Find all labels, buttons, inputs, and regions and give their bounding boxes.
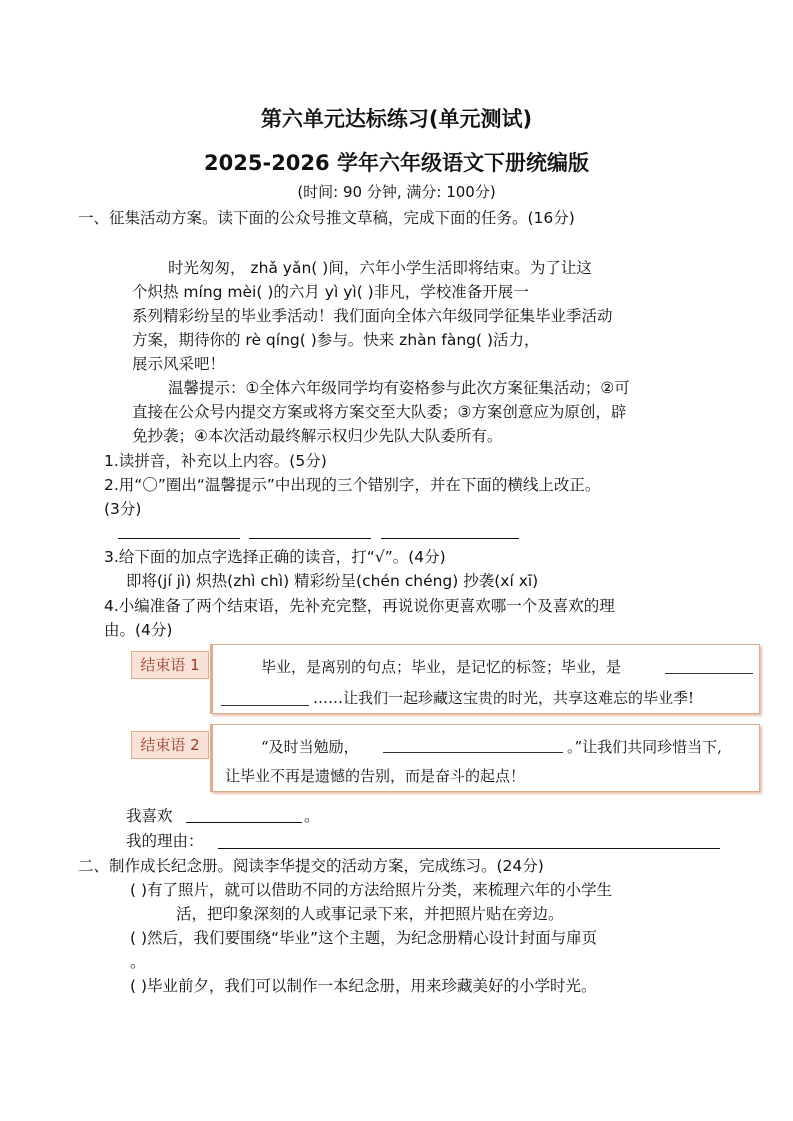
question-1: 1.读拼音，补充以上内容。(5分) <box>104 452 327 470</box>
answer-line-2[interactable] <box>249 538 371 539</box>
section-1-heading: 一、征集活动方案。读下面的公众号推文草稿，完成下面的任务。(16分) <box>78 209 575 227</box>
question-2-score: (3分) <box>104 500 142 518</box>
ending-1-blank-1[interactable] <box>665 673 753 674</box>
ending-2-tag: 结束语 2 <box>131 731 209 759</box>
like-answer-line[interactable] <box>186 822 302 823</box>
ending-2-box <box>210 724 760 792</box>
answer-line-1[interactable] <box>118 538 240 539</box>
passage-line: 方案，期待你的 rè qíng( )参与。快来 zhàn fàng( )活力， <box>132 331 540 349</box>
ending-2-line-1a: “及时当勉励， <box>261 738 359 756</box>
ending-1-line-1: 毕业，是离别的句点；毕业，是记忆的标签；毕业，是 <box>261 658 622 676</box>
ending-1-blank-2[interactable] <box>221 705 309 706</box>
question-4: 4.小编准备了两个结束语，先补充完整，再说说你更喜欢哪一个及喜欢的理 <box>104 597 615 615</box>
ending-2-line-2: 让毕业不再是遗憾的告别，而是奋斗的起点！ <box>225 767 526 785</box>
question-3-options[interactable]: 即将(jí jì) 炽热(zhì chì) 精彩纷呈(chén chéng) 抄袭(xí xī) <box>126 572 539 590</box>
order-item-1-cont: 活，把印象深刻的人或事记录下来，并把照片贴在旁边。 <box>176 905 564 923</box>
ending-1-line-2: ……让我们一起珍藏这宝贵的时光，共享这难忘的毕业季! <box>313 689 695 707</box>
reason-label: 我的理由： <box>126 832 204 850</box>
passage-line: 展示风采吧！ <box>132 355 226 373</box>
order-item-1[interactable]: ( )有了照片，就可以借助不同的方法给照片分类，来梳理六年的小学生 <box>130 881 613 899</box>
like-period: 。 <box>304 807 320 825</box>
ending-1-box <box>210 644 760 714</box>
order-item-2[interactable]: ( )然后，我们要围绕“毕业”这个主题，为纪念册精心设计封面与扉页 <box>130 929 598 947</box>
ending-2-blank[interactable] <box>383 752 563 753</box>
passage-line: 时光匆匆， zhǎ yǎn( )间，六年小学生活即将结束。为了让这 <box>168 259 592 277</box>
like-label: 我喜欢 <box>126 807 173 825</box>
exam-info: (时间: 90 分钟, 满分: 100分) <box>297 183 496 201</box>
order-item-2-cont: 。 <box>130 953 146 971</box>
tips-line: 免抄袭；④本次活动最终解示权归少先队大队委所有。 <box>132 427 503 445</box>
question-4-score: 由。(4分) <box>104 621 173 639</box>
tips-line: 温馨提示：①全体六年级同学均有姿格参与此次方案征集活动；②可 <box>168 379 630 397</box>
answer-line-3[interactable] <box>381 538 519 539</box>
section-2-heading: 二、制作成长纪念册。阅读李华提交的活动方案，完成练习。(24分) <box>78 857 544 875</box>
reason-answer-line[interactable] <box>218 848 720 849</box>
passage-line: 系列精彩纷呈的毕业季活动！我们面向全体六年级同学征集毕业季活动 <box>132 307 613 325</box>
order-item-3[interactable]: ( )毕业前夕，我们可以制作一本纪念册，用来珍藏美好的小学时光。 <box>130 977 597 995</box>
question-3: 3.给下面的加点字选择正确的读音，打“√”。(4分) <box>104 548 446 566</box>
question-2: 2.用“〇”圈出“温馨提示”中出现的三个错别字，并在下面的横线上改正。 <box>104 476 601 494</box>
passage-line: 个炽热 míng mèi( )的六月 yì yì( )非凡，学校准备开展一 <box>132 283 529 301</box>
ending-1-tag: 结束语 1 <box>131 651 209 679</box>
page-title: 第六单元达标练习(单元测试) <box>260 107 533 131</box>
tips-line: 直接在公众号内提交方案或将方案交至大队委；③方案创意应为原创，辟 <box>132 403 627 421</box>
page-subtitle-grade: 2025-2026 学年六年级语文下册统编版 <box>204 151 589 175</box>
ending-2-line-1b: 。”让我们共同珍惜当下, <box>567 738 722 756</box>
